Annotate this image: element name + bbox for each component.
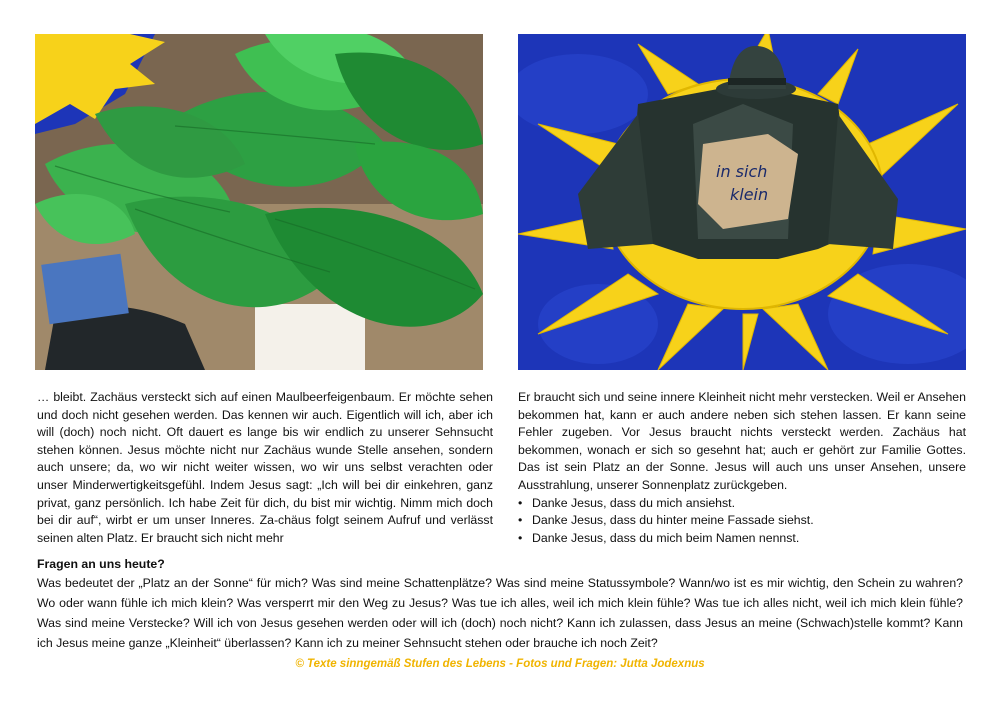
questions-text: Was bedeutet der „Platz an der Sonne“ für mich? Was sind meine Schattenplätze? Was sind meine Statussymbole? Wann/wo ist es mir wichtig, den Schein zu wahren? Wo oder wann fühle ich mich klein? Was versperrt mir den Weg zu Jesus? Was tue ich alles, weil ich mich klein fühle? Was tue ich alles nicht, weil ich mich klein fühle? Was sind meine Verstecke? Will ich von Jesus gesehen werden oder will ich (doch) noch nicht? Kann ich zulassen, dass Jesus an meine (Schwach)stelle kommt? Kann ich Jesus meine ganze „Kleinheit“ überlassen? Kann ich zu meiner Sehnsucht stehen oder brauche ich noch Zeit? xyxy=(37,576,963,650)
jacket-sun-illustration xyxy=(518,34,966,370)
thanks-item: • Danke Jesus, dass du mich beim Namen nennst. xyxy=(518,530,966,548)
questions-heading: Fragen an uns heute? xyxy=(37,557,165,571)
note-text-line2: klein xyxy=(730,185,769,204)
questions-section xyxy=(37,555,963,653)
note-text-line1: in sich xyxy=(716,162,768,181)
text-column-right xyxy=(518,389,966,547)
photo-leaves xyxy=(35,34,483,370)
thanks-item: • Danke Jesus, dass du mich ansiehst. xyxy=(518,495,966,513)
thanks-list xyxy=(518,495,966,548)
text-column-left xyxy=(37,389,493,547)
left-paragraph: … bleibt. Zachäus versteckt sich auf einen Maulbeerfeigenbaum. Er möchte sehen und doch nicht gesehen werden. Das kennen wir auch. Eigentlich will ich, aber ich will (doch) noch nicht. Oft dauert es lange bis wir endlich zu unserer Sehnsucht stehen können. Jesus möchte nicht nur Zachäus wunde Stelle ansehen, sondern auch unsere; da, wo wir nicht weiter wissen, wo wir uns selbst verachten oder unser Minderwertigkeitsgefühl. Indem Jesus sagt: „Ich will bei dir einkehren, ganz privat, ganz persönlich. Ich habe Zeit für dich, du bist mir wichtig. Nimm mich doch bei dir auf“, wirbt er um unser Inneres. Za-chäus folgt seinem Aufruf und verlässt seinen alten Platz. Er braucht sich nicht mehr xyxy=(37,390,493,545)
right-paragraph: Er braucht sich und seine innere Kleinheit nicht mehr verstecken. Weil er Ansehen bekommen hat, kann er auch andere neben sich stehen lassen. Er kann seine Fehler zugeben. Vor Jesus braucht nichts versteckt werden. Zachäus hat bekommen, wonach er sich so gesehnt hat; auch er gehört zur Familie Gottes. Das ist sein Platz an der Sonne. Jesus will auch uns unser Ansehen, unsere Ausstrahlung, unserer Sonnenplatz zurückgeben. xyxy=(518,390,966,492)
credit-line: © Texte sinngemäß Stufen des Lebens - Fotos und Fragen: Jutta Jodexnus xyxy=(295,658,705,670)
leaves-illustration xyxy=(35,34,483,370)
photo-jacket-sun xyxy=(518,34,966,370)
thanks-item: • Danke Jesus, dass du hinter meine Fassade siehst. xyxy=(518,512,966,530)
